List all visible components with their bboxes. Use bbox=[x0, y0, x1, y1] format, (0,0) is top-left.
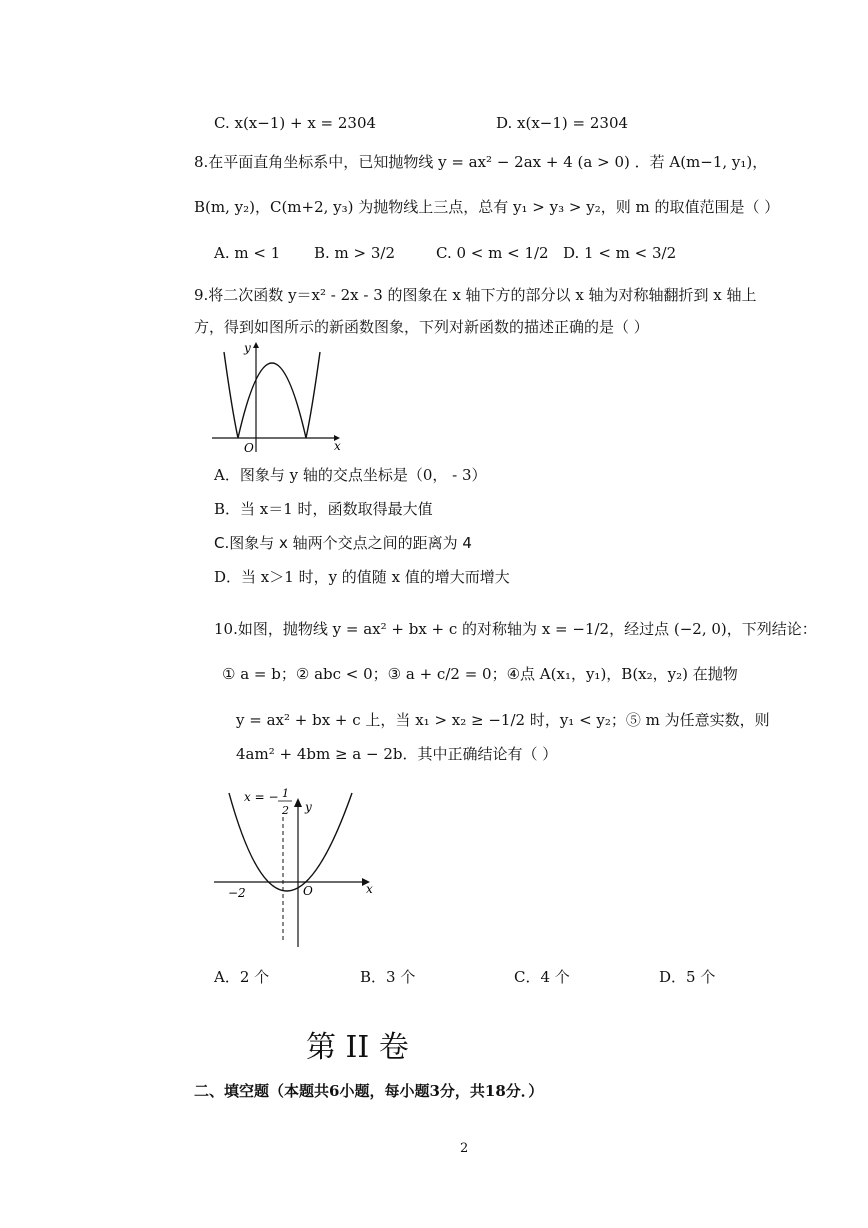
q9-graph bbox=[206, 340, 346, 460]
q9-stem-line1: 9.将二次函数 y＝x² - 2x - 3 的图象在 x 轴下方的部分以 x 轴为对称轴翻折到 x 轴上 bbox=[194, 286, 757, 304]
q8-stem-line1: 8.在平面直角坐标系中，已知抛物线 y = ax² − 2ax + 4 (a > 0) ．若 A(m−1, y₁)， bbox=[194, 153, 768, 171]
page-number: 2 bbox=[460, 1141, 469, 1156]
q7-option-d: D. x(x−1) = 2304 bbox=[496, 114, 629, 132]
q10-neg-two-label: −2 bbox=[228, 886, 246, 900]
q9-x-label: x bbox=[334, 439, 341, 453]
q10-stem-line3: y = ax² + bx + c 上，当 x₁ > x₂ ≥ −1/2 时，y₁ < y₂；⑤ m 为任意实数，则 bbox=[236, 711, 770, 729]
q8-option-d: D. 1 < m < 3/2 bbox=[563, 244, 677, 262]
q9-stem-line2: 方，得到如图所示的新函数图象，下列对新函数的描述正确的是（ ） bbox=[194, 318, 649, 336]
q10-graph bbox=[206, 785, 386, 955]
q10-axis-note-den: 2 bbox=[282, 804, 289, 817]
q7-option-c: C. x(x−1) + x = 2304 bbox=[214, 114, 377, 132]
q8-option-b: B. m > 3/2 bbox=[314, 244, 396, 262]
q10-axis-note-prefix: x = − bbox=[244, 790, 279, 804]
q10-y-label: y bbox=[305, 800, 312, 814]
q10-option-b: B．3 个 bbox=[360, 968, 416, 986]
q10-option-c: C．4 个 bbox=[514, 968, 570, 986]
q10-parabola bbox=[229, 793, 352, 891]
q9-right-branch bbox=[306, 352, 320, 438]
q10-stem-line4: 4am² + 4bm ≥ a − 2b．其中正确结论有（ ） bbox=[236, 745, 558, 763]
q10-axis-note-num: 1 bbox=[282, 787, 289, 800]
section-title: 第 II 卷 bbox=[306, 1030, 409, 1065]
q9-option-a: A．图象与 y 轴的交点坐标是（0， - 3） bbox=[214, 466, 487, 484]
q9-option-b: B．当 x＝1 时，函数取得最大值 bbox=[214, 500, 433, 518]
q10-y-arrow bbox=[294, 798, 302, 807]
q8-stem-line2: B(m, y₂)，C(m+2, y₃) 为抛物线上三点，总有 y₁ > y₃ > y₂，则 m 的取值范围是（ ） bbox=[194, 198, 780, 216]
q10-x-label: x bbox=[366, 882, 373, 896]
q9-y-arrow bbox=[253, 342, 259, 348]
fill-blank-heading: 二、填空题（本题共6小题，每小题3分，共18分．） bbox=[194, 1082, 544, 1100]
q9-option-d: D．当 x＞1 时，y 的值随 x 值的增大而增大 bbox=[214, 568, 510, 586]
q9-flipped-arch bbox=[238, 363, 306, 438]
q10-option-a: A．2 个 bbox=[214, 968, 270, 986]
q9-y-label: y bbox=[244, 341, 251, 355]
q10-stem-line1: 10.如图，抛物线 y = ax² + bx + c 的对称轴为 x = −1/2，经过点 (−2, 0)，下列结论： bbox=[214, 620, 817, 638]
q9-option-c: C.图象与 x 轴两个交点之间的距离为 4 bbox=[214, 534, 472, 552]
q8-option-a: A. m < 1 bbox=[214, 244, 281, 262]
q9-origin-label: O bbox=[244, 441, 254, 455]
q10-origin-label: O bbox=[303, 884, 313, 898]
q8-option-c: C. 0 < m < 1/2 bbox=[436, 244, 549, 262]
q10-stem-line2: ① a = b；② abc < 0；③ a + c/2 = 0；④点 A(x₁，y₁)，B(x₂，y₂) 在抛物 bbox=[222, 665, 738, 683]
q10-option-d: D．5 个 bbox=[659, 968, 716, 986]
q9-left-branch bbox=[224, 352, 238, 438]
